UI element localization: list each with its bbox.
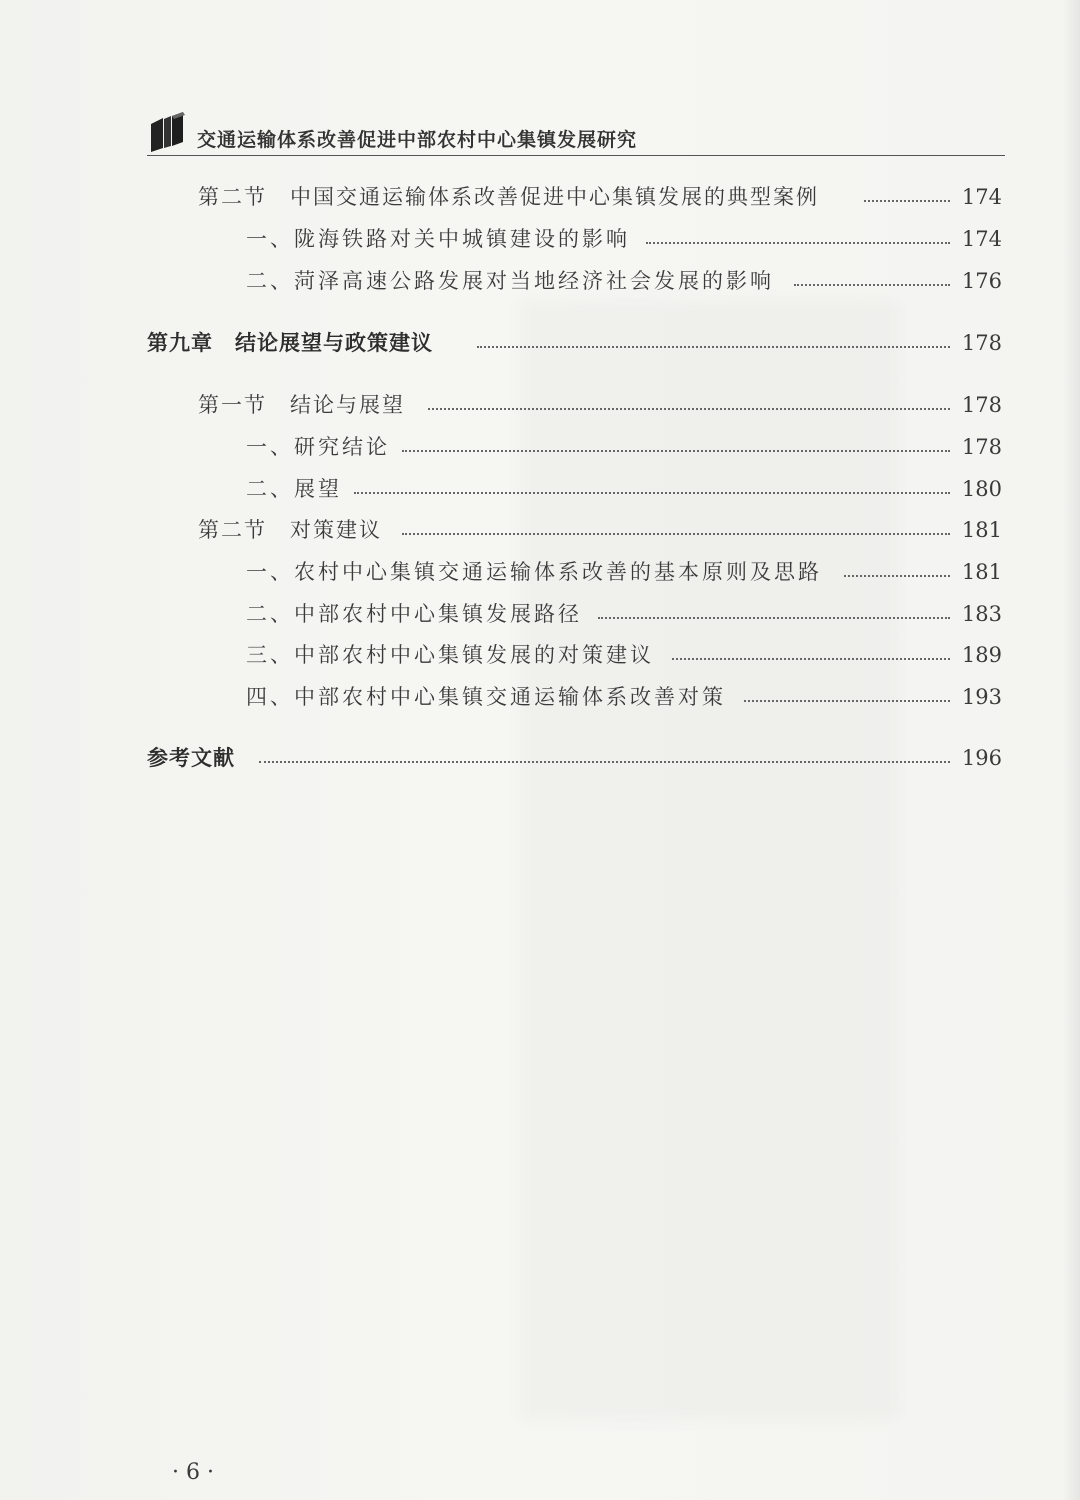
toc-entry-label: 参考文献 <box>147 746 235 770</box>
toc-leader-dots <box>744 700 950 702</box>
toc-entry-page: 181 <box>961 560 1002 584</box>
toc-entry-page: 176 <box>961 269 1002 293</box>
toc-entry <box>0 741 1080 775</box>
toc-leader-dots <box>354 492 950 494</box>
toc-leader-dots <box>844 575 950 577</box>
running-header <box>147 110 1007 156</box>
toc-entry-page: 178 <box>961 393 1002 417</box>
toc-entry-page: 181 <box>961 518 1002 542</box>
toc-entry-label: 第九章 结论展望与政策建议 <box>147 331 433 355</box>
toc-leader-dots <box>598 617 950 619</box>
toc-entry-page: 193 <box>961 685 1002 709</box>
toc-entry-page: 178 <box>961 331 1002 355</box>
toc-entry-page: 183 <box>961 602 1002 626</box>
toc-entry-page: 180 <box>961 477 1002 501</box>
toc-leader-dots <box>402 533 950 535</box>
toc-entry-label: 第一节 结论与展望 <box>198 393 405 417</box>
toc-entry <box>0 264 1080 298</box>
toc-leader-dots <box>646 242 950 244</box>
toc-entry <box>0 326 1080 360</box>
toc-entry-page: 174 <box>961 185 1002 209</box>
toc-leader-dots <box>794 284 950 286</box>
toc-leader-dots <box>428 408 950 410</box>
toc-leader-dots <box>402 450 950 452</box>
toc-leader-dots <box>259 761 950 763</box>
show-through-shadow <box>520 300 900 1420</box>
toc-entry-label: 一、研究结论 <box>246 435 390 459</box>
toc-entry <box>0 388 1080 422</box>
toc-entry <box>0 180 1080 214</box>
running-header-title: 交通运输体系改善促进中部农村中心集镇发展研究 <box>197 129 638 151</box>
toc-entry-label: 第二节 对策建议 <box>198 518 382 542</box>
toc-entry <box>0 597 1080 631</box>
toc-entry <box>0 430 1080 464</box>
toc-entry-label: 一、农村中心集镇交通运输体系改善的基本原则及思路 <box>246 560 822 584</box>
toc-entry-label: 三、中部农村中心集镇发展的对策建议 <box>246 643 654 667</box>
toc-entry <box>0 472 1080 506</box>
toc-entry-label: 第二节 中国交通运输体系改善促进中心集镇发展的典型案例 <box>198 185 819 209</box>
toc-entry-label: 二、菏泽高速公路发展对当地经济社会发展的影响 <box>246 269 774 293</box>
toc-entry-page: 178 <box>961 435 1002 459</box>
toc-entry-page: 174 <box>961 227 1002 251</box>
toc-leader-dots <box>864 200 950 202</box>
toc-entry-page: 196 <box>961 746 1002 770</box>
page-number: · 6 · <box>172 1460 214 1485</box>
book-stack-icon <box>147 112 187 152</box>
toc-entry-label: 二、展望 <box>246 477 342 501</box>
toc-entry-label: 二、中部农村中心集镇发展路径 <box>246 602 582 626</box>
toc-entry <box>0 222 1080 256</box>
toc-entry <box>0 638 1080 672</box>
toc-entry <box>0 680 1080 714</box>
header-rule <box>147 155 1005 156</box>
toc-leader-dots <box>672 658 950 660</box>
toc-entry-page: 189 <box>961 643 1002 667</box>
toc-leader-dots <box>477 346 950 348</box>
toc-entry-label: 四、中部农村中心集镇交通运输体系改善对策 <box>246 685 726 709</box>
toc-entry-label: 一、陇海铁路对关中城镇建设的影响 <box>246 227 630 251</box>
toc-entry <box>0 513 1080 547</box>
toc-entry <box>0 555 1080 589</box>
